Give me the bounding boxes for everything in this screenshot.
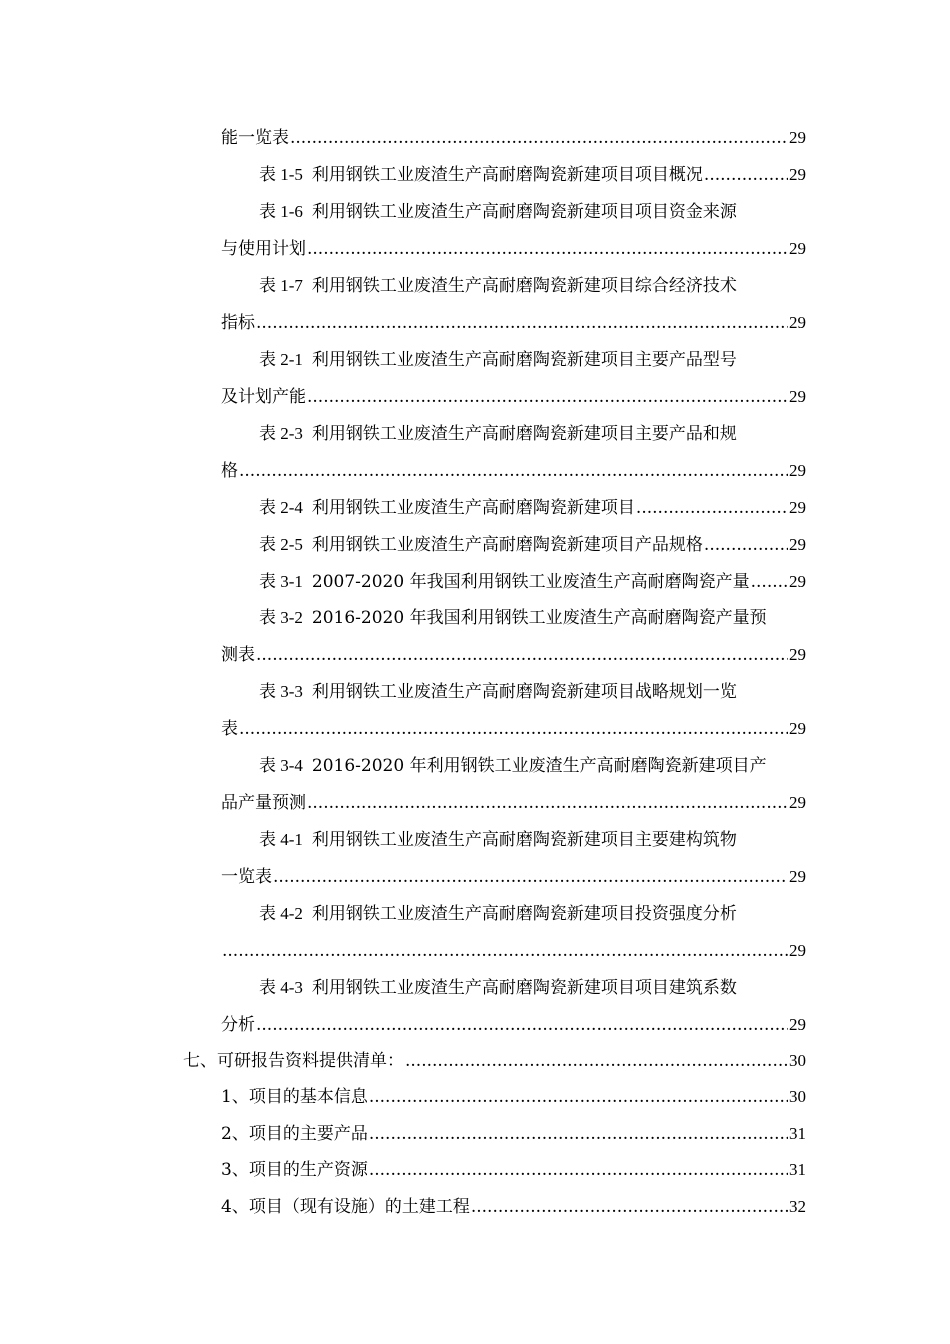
dot-leader [307,790,788,816]
toc-entry-text: 能一览表 [221,128,289,148]
toc-entry-text: 利用钢铁工业废渣生产高耐磨陶瓷新建项目产品规格 [311,535,703,555]
toc-page-number: 29 [789,719,806,738]
toc-entry[interactable] [259,569,806,595]
toc-entry-text: 利用钢铁工业废渣生产高耐磨陶瓷新建项目战略规划一览 [311,682,737,702]
toc-entry[interactable] [259,753,806,779]
toc-entry-text: 一览表 [221,867,272,887]
toc-page-number: 29 [789,165,806,184]
dot-leader [222,938,788,964]
toc-item-text: 1、项目的基本信息 [221,1087,368,1107]
table-label: 表 2-1 [259,350,303,369]
toc-page-number: 29 [789,867,806,886]
toc-item[interactable] [221,1194,806,1220]
dot-leader [307,236,788,262]
toc-section[interactable] [183,1048,806,1074]
toc-entry-text: 格 [221,461,238,481]
toc-entry-text: 指标 [221,313,255,333]
toc-item-text: 2、项目的主要产品 [221,1124,368,1144]
toc-entry[interactable] [259,975,806,1001]
toc-page-number: 29 [789,1015,806,1034]
table-label: 表 1-7 [259,276,303,295]
toc-page-number: 29 [789,793,806,812]
toc-entry-text: 分析 [221,1015,255,1035]
toc-entry-text: 利用钢铁工业废渣生产高耐磨陶瓷新建项目综合经济技术 [311,276,737,296]
toc-page-number: 31 [789,1124,806,1143]
toc-entry-text: 及计划产能 [221,387,306,407]
toc-page-number: 29 [789,645,806,664]
toc-entry-continuation[interactable] [221,938,806,964]
toc-entry-text: 利用钢铁工业废渣生产高耐磨陶瓷新建项目项目建筑系数 [311,978,737,998]
table-label: 表 3-2 [259,608,303,627]
toc-entry-text: 2007-2020 年我国利用钢铁工业废渣生产高耐磨陶瓷产量 [311,572,750,592]
table-label: 表 3-1 [259,572,303,591]
table-label: 表 4-3 [259,978,303,997]
toc-entry-text: 与使用计划 [221,239,306,259]
toc-entry-text: 利用钢铁工业废渣生产高耐磨陶瓷新建项目主要建构筑物 [311,830,737,850]
toc-page-number: 29 [789,387,806,406]
dot-leader [239,458,788,484]
toc-page-number: 29 [789,498,806,517]
toc-entry-text: 测表 [221,645,255,665]
toc-entry-text: 利用钢铁工业废渣生产高耐磨陶瓷新建项目投资强度分析 [311,904,737,924]
dot-leader [636,495,788,521]
toc-page-number: 29 [789,313,806,332]
toc-entry-text: 表 [221,719,238,739]
toc-entry-continuation[interactable] [221,790,806,816]
toc-item-text: 4、项目（现有设施）的土建工程 [221,1197,470,1217]
table-label: 表 1-5 [259,165,303,184]
dot-leader [471,1194,788,1220]
toc-entry[interactable] [259,901,806,927]
toc-entry-continuation[interactable] [221,236,806,262]
toc-entry[interactable] [259,162,806,188]
toc-item[interactable] [221,1121,806,1147]
toc-item-text: 3、项目的生产资源 [221,1160,368,1180]
toc-entry[interactable] [259,421,806,447]
toc-entry-continuation[interactable] [221,458,806,484]
toc-entry-continuation[interactable] [221,642,806,668]
toc-page-number: 29 [789,535,806,554]
table-label: 表 2-5 [259,535,303,554]
toc-entry[interactable] [259,532,806,558]
dot-leader [239,716,788,742]
toc-page-number: 32 [789,1197,806,1216]
toc-entry[interactable] [259,679,806,705]
table-label: 表 3-3 [259,682,303,701]
toc-page-number: 29 [789,128,806,147]
table-label: 表 4-2 [259,904,303,923]
toc-page-number: 31 [789,1160,806,1179]
toc-page-number: 30 [789,1087,806,1106]
table-label: 表 1-6 [259,202,303,221]
toc-entry[interactable] [259,827,806,853]
toc-entry[interactable] [259,495,806,521]
toc-entry-continuation[interactable] [221,125,806,151]
toc-entry-text: 利用钢铁工业废渣生产高耐磨陶瓷新建项目主要产品和规 [311,424,737,444]
dot-leader [256,1012,788,1038]
toc-entry-continuation[interactable] [221,1012,806,1038]
dot-leader [256,310,788,336]
table-label: 表 4-1 [259,830,303,849]
toc-page-number: 29 [789,461,806,480]
table-label: 表 3-4 [259,756,303,775]
toc-entry[interactable] [259,605,806,631]
toc-entry-continuation[interactable] [221,310,806,336]
dot-leader [273,864,788,890]
dot-leader [369,1121,788,1147]
table-label: 表 2-4 [259,498,303,517]
toc-page-number: 29 [789,239,806,258]
dot-leader [290,125,788,151]
dot-leader [369,1157,788,1183]
toc-entry-text: 利用钢铁工业废渣生产高耐磨陶瓷新建项目项目概况 [311,165,703,185]
toc-entry-text: 品产量预测 [221,793,306,813]
toc-item[interactable] [221,1157,806,1183]
toc-entry[interactable] [259,273,806,299]
dot-leader [256,642,788,668]
toc-entry-continuation[interactable] [221,864,806,890]
toc-page-number: 30 [789,1051,806,1070]
dot-leader [704,532,788,558]
toc-page-number: 29 [789,572,806,591]
toc-entry[interactable] [259,347,806,373]
toc-section-text: 七、可研报告资料提供清单： [183,1051,404,1071]
table-label: 表 2-3 [259,424,303,443]
dot-leader [751,569,788,595]
toc-entry-continuation[interactable] [221,716,806,742]
toc-entry-continuation[interactable] [221,384,806,410]
toc-entry-text: 2016-2020 年我国利用钢铁工业废渣生产高耐磨陶瓷产量预 [311,608,767,628]
toc-item[interactable] [221,1084,806,1110]
toc-entry-text: 利用钢铁工业废渣生产高耐磨陶瓷新建项目主要产品型号 [311,350,737,370]
toc-entry-text: 2016-2020 年利用钢铁工业废渣生产高耐磨陶瓷新建项目产 [311,756,767,776]
dot-leader [405,1048,788,1074]
dot-leader [704,162,788,188]
dot-leader [369,1084,788,1110]
toc-entry[interactable] [259,199,806,225]
toc-entry-text: 利用钢铁工业废渣生产高耐磨陶瓷新建项目项目资金来源 [311,202,737,222]
toc-entry-text: 利用钢铁工业废渣生产高耐磨陶瓷新建项目 [311,498,635,518]
dot-leader [307,384,788,410]
toc-page-number: 29 [789,941,806,960]
